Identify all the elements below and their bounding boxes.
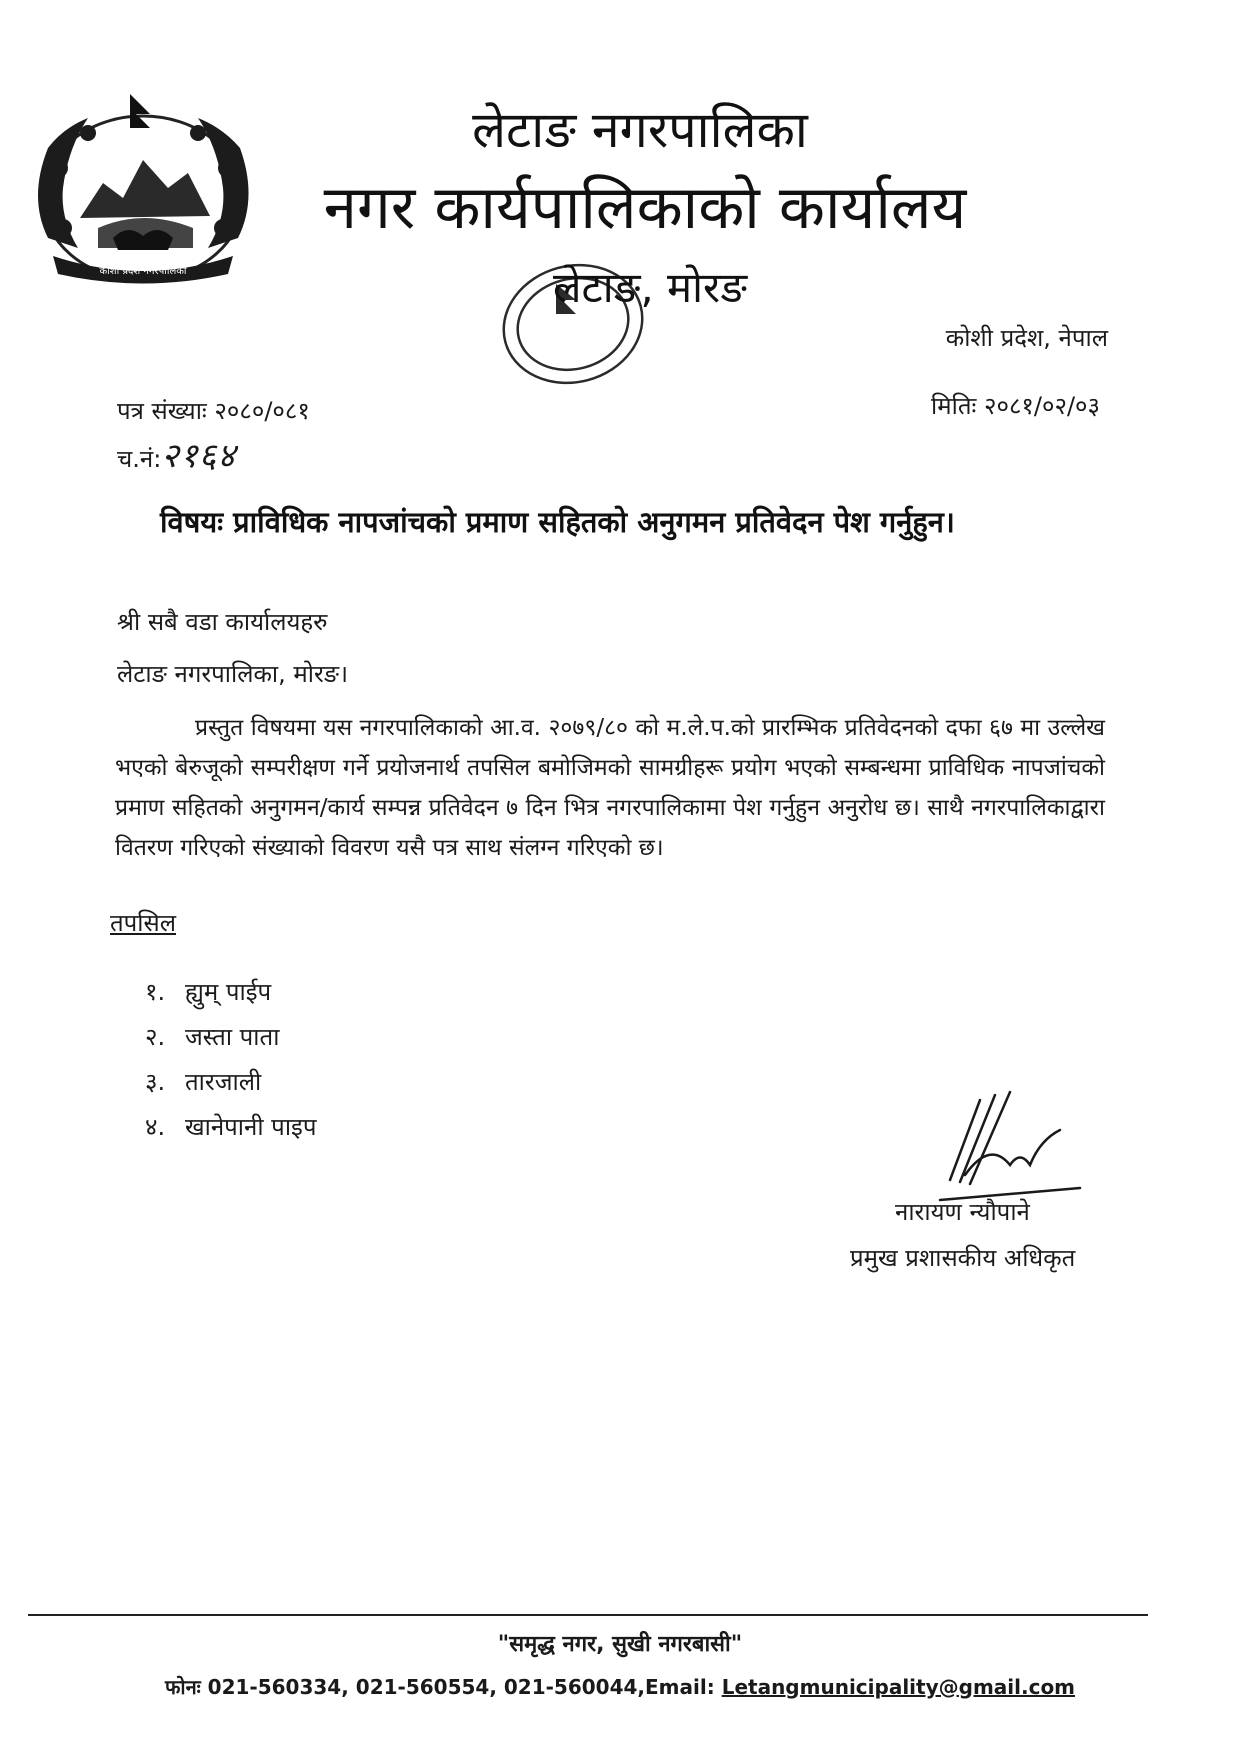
list-item	[145, 1015, 316, 1060]
signatory-title: प्रमुख प्रशासकीय अधिकृत	[850, 1244, 1076, 1272]
reference-value: २०८०/०८१	[214, 397, 310, 425]
municipality-name: लेटाङ नगरपालिका	[472, 101, 808, 159]
addressee-block	[117, 596, 348, 700]
list-item	[145, 1105, 316, 1150]
list-item-text: ह्युम् पाईप	[185, 978, 272, 1006]
province-country: कोशी प्रदेश, नेपाल	[945, 324, 1108, 352]
reference-label: पत्र संख्याः	[117, 397, 207, 425]
dispatch-value-handwritten: २१६४	[161, 436, 237, 476]
schedule-list	[145, 970, 316, 1150]
dispatch-label: च.नं:	[117, 445, 162, 473]
list-item-number: २.	[145, 1023, 166, 1051]
list-item-number: १.	[145, 978, 166, 1006]
list-item-text: जस्ता पाता	[185, 1023, 280, 1051]
list-item-text: तारजाली	[185, 1068, 262, 1096]
list-item-number: ४.	[145, 1113, 166, 1141]
schedule-title: तपसिल	[110, 909, 177, 937]
body-paragraph: प्रस्तुत विषयमा यस नगरपालिकाको आ.व. २०७९/८० को म.ले.प.को प्रारम्भिक प्रतिवेदनको दफा ६७ मा उल्लेख भएको बेरुजूको सम्परीक्षण गर्ने प्रयोजनार्थ तपसिल बमोजिमको सामग्रीहरू प्रयोग भएको सम्बन्धमा प्राविधिक नापजांचको प्रमाण सहितको अनुगमन/कार्य सम्पन्न प्रतिवेदन ७ दिन भित्र नगरपालिकामा पेश गर्नुहुन अनुरोध छ। साथै नगरपालिकाद्वारा वितरण गरिएको संख्याको विवरण यसै पत्र साथ संलग्न गरिएको छ।	[115, 715, 1105, 861]
emblem-banner-text: कोशी प्रदेश नगरपालिका	[99, 266, 187, 277]
list-item-number: ३.	[145, 1068, 166, 1096]
letter-body	[115, 708, 1105, 868]
date-value: २०८१/०२/०३	[983, 392, 1100, 420]
signatory-name: नारायण न्यौपाने	[895, 1198, 1030, 1226]
footer-divider	[28, 1614, 1148, 1616]
date-label: मितिः	[931, 392, 977, 420]
contact-email-link[interactable]: Letangmunicipality@gmail.com	[721, 1675, 1076, 1699]
addressee-line-1: श्री सबै वडा कार्यालयहरु	[117, 608, 328, 636]
office-name: नगर कार्यपालिकाको कार्यालय	[323, 173, 967, 243]
dispatch-number	[117, 436, 236, 479]
footer-slogan: "समृद्ध नगर, सुखी नगरबासी"	[497, 1632, 743, 1657]
reference-number	[117, 395, 310, 427]
list-item-text: खानेपानी पाइप	[185, 1113, 317, 1141]
footer-contact	[0, 1672, 1240, 1702]
government-emblem	[18, 88, 268, 293]
office-place: लेटाङ, मोरङ	[553, 263, 747, 312]
addressee-line-2: लेटाङ नगरपालिका, मोरङ।	[117, 660, 349, 688]
list-item	[145, 970, 316, 1015]
list-item	[145, 1060, 316, 1105]
contact-phones: फोनः 021-560334, 021-560554, 021-560044,Email:	[164, 1675, 722, 1699]
letter-subject: विषयः प्राविधिक नापजांचको प्रमाण सहितको अनुगमन प्रतिवेदन पेश गर्नुहुन।	[160, 505, 955, 539]
letter-date	[931, 390, 1100, 422]
